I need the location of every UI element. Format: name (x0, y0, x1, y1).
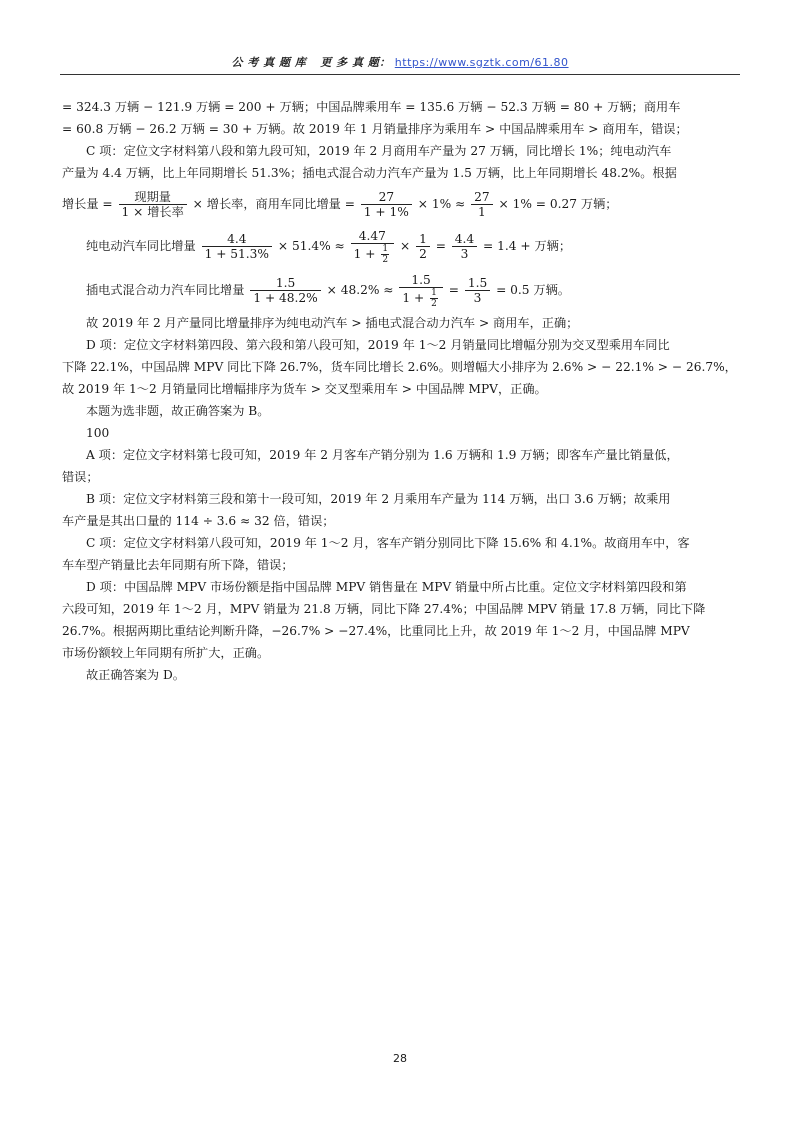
page-number: 28 (393, 1052, 407, 1065)
text-line: 错误； (62, 470, 99, 484)
question-number: 100 (86, 426, 110, 440)
text-line: 市场份额较上年同期有所扩大，正确。 (62, 646, 270, 660)
text-line: 车车型产销量比去年同期有所下降，错误； (62, 558, 294, 572)
text-line: B 项：定位文字材料第三段和第十一段可知，2019 年 2 月乘用车产量为 114 万辆，出口 3.6 万辆；故乘用 (86, 492, 671, 506)
formula-text: = 0.5 万辆。 (492, 283, 570, 297)
fraction-denominator: 1 × 增长率 (119, 204, 187, 219)
formula-text: × 1% = 0.27 万辆； (494, 197, 618, 211)
fraction-numerator: 1 (419, 232, 427, 246)
fraction-numerator: 4.47 (358, 228, 386, 243)
fraction (351, 229, 394, 265)
text-line: 故正确答案为 D。 (86, 668, 185, 682)
fraction (399, 273, 442, 309)
fraction (361, 190, 412, 219)
fraction-numerator: 1 (382, 243, 389, 254)
text-line: 下降 22.1%，中国品牌 MPV 同比下降 26.7%，货车同比增长 2.6%。则增幅大小排序为 2.6% > − 22.1% > − 26.7%， (62, 360, 737, 374)
formula-text: × (396, 239, 415, 253)
formula-text: 增长量 = (62, 197, 117, 211)
fraction-numerator: 1.5 (467, 276, 488, 290)
fraction (471, 190, 493, 219)
text-line: 产量为 4.4 万辆，比上年同期增长 51.3%；插电式混合动力汽车产量为 1.5 万辆，比上年同期增长 48.2%。根据 (62, 166, 677, 180)
formula-text: = (431, 239, 450, 253)
formula-text: × 增长率，商用车同比增量 = (188, 197, 359, 211)
fraction-numerator: 27 (474, 190, 490, 204)
fraction-numerator: 4.4 (227, 232, 247, 246)
header-divider (60, 74, 740, 75)
formula-text: × 51.4% ≈ (274, 239, 349, 253)
header-brand: 公 考 真 题 库 (231, 56, 307, 69)
text-line: C 项：定位文字材料第八段和第九段可知，2019 年 2 月商用车产量为 27 万辆，同比增长 1%；纯电动汽车 (86, 144, 672, 158)
formula-text: = (444, 283, 463, 297)
fraction-numerator: 27 (378, 190, 395, 204)
fraction (250, 276, 320, 305)
text-line: 六段可知，2019 年 1～2 月，MPV 销量为 21.8 万辆，同比下降 27.4%；中国品牌 MPV 销量 17.8 万辆，同比下降 (62, 602, 706, 616)
fraction (202, 232, 272, 261)
fraction-denominator: 2 (416, 246, 430, 261)
page-header (0, 54, 800, 70)
formula-text: 插电式混合动力汽车同比增量 (86, 283, 249, 297)
formula-text: 1 + (402, 290, 429, 305)
fraction-numerator: 1 (431, 287, 437, 298)
text-line: 故 2019 年 1～2 月销量同比增幅排序为货车 > 交叉型乘用车 > 中国品牌 MPV，正确。 (62, 382, 547, 396)
fraction-denominator: 1 + 51.3% (202, 246, 272, 261)
text-line: 26.7%。根据两期比重结论判断升降，−26.7% > −27.4%，比重同比上升，故 2019 年 1～2 月，中国品牌 MPV (62, 624, 690, 638)
formula-text: 1 + (353, 246, 380, 261)
text-line: = 324.3 万辆 − 121.9 万辆 = 200 + 万辆；中国品牌乘用车 = 135.6 万辆 − 52.3 万辆 = 80 + 万辆；商用车 (62, 100, 681, 114)
fraction-denominator: 1 (471, 204, 493, 219)
text-line: 本题为选非题，故正确答案为 B。 (86, 404, 270, 418)
formula-text: 纯电动汽车同比增量 (86, 239, 200, 253)
formula-line-growth (62, 184, 740, 224)
text-line: = 60.8 万辆 − 26.2 万辆 = 30 + 万辆。故 2019 年 1 月销量排序为乘用车 > 中国品牌乘用车 > 商用车，错误； (62, 122, 688, 136)
fraction (381, 244, 389, 265)
fraction-denominator (351, 243, 394, 265)
fraction (452, 232, 477, 261)
text-line: 车产量是其出口量的 114 ÷ 3.6 ≈ 32 倍，错误； (62, 514, 335, 528)
fraction (119, 190, 187, 219)
formula-text: × 48.2% ≈ (322, 283, 398, 297)
fraction-denominator: 2 (431, 298, 437, 309)
text-line: D 项：中国品牌 MPV 市场份额是指中国品牌 MPV 销售量在 MPV 销量中所占比重。定位文字材料第四段和第 (86, 580, 687, 594)
fraction-numerator: 4.4 (454, 232, 475, 246)
fraction-denominator: 3 (452, 246, 477, 261)
fraction-denominator: 1 + 48.2% (250, 290, 320, 305)
text-line: D 项：定位文字材料第四段、第六段和第八段可知，2019 年 1～2 月销量同比增幅分别为交叉型乘用车同比 (86, 338, 670, 352)
header-more-label: 更 多 真 题： (320, 56, 391, 69)
text-line: 故 2019 年 2 月产量同比增量排序为纯电动汽车 > 插电式混合动力汽车 > 商用车，正确； (86, 316, 579, 330)
formula-line-ev (62, 224, 740, 268)
text-line: C 项：定位文字材料第八段可知，2019 年 1～2 月，客车产销分别同比下降 15.6% 和 4.1%。故商用车中，客 (86, 536, 690, 550)
fraction (416, 232, 430, 261)
formula-text: × 1% ≈ (413, 197, 470, 211)
header-link[interactable]: https://www.sgztk.com/61.80 (394, 56, 569, 69)
fraction-denominator: 3 (465, 290, 490, 305)
fraction-numerator: 现期量 (134, 190, 171, 204)
formula-text: = 1.4 + 万辆； (479, 239, 572, 253)
fraction-denominator: 2 (382, 254, 389, 265)
fraction-numerator: 1.5 (275, 276, 296, 290)
document-body (62, 96, 740, 686)
fraction-denominator: 1 + 1% (361, 204, 412, 219)
fraction-numerator: 1.5 (411, 272, 431, 287)
formula-line-phev (62, 268, 740, 312)
text-line: A 项：定位文字材料第七段可知，2019 年 2 月客车产销分别为 1.6 万辆和 1.9 万辆；即客车产量比销量低， (86, 448, 679, 462)
fraction (430, 288, 438, 309)
fraction (465, 276, 490, 305)
fraction-denominator (399, 287, 442, 309)
